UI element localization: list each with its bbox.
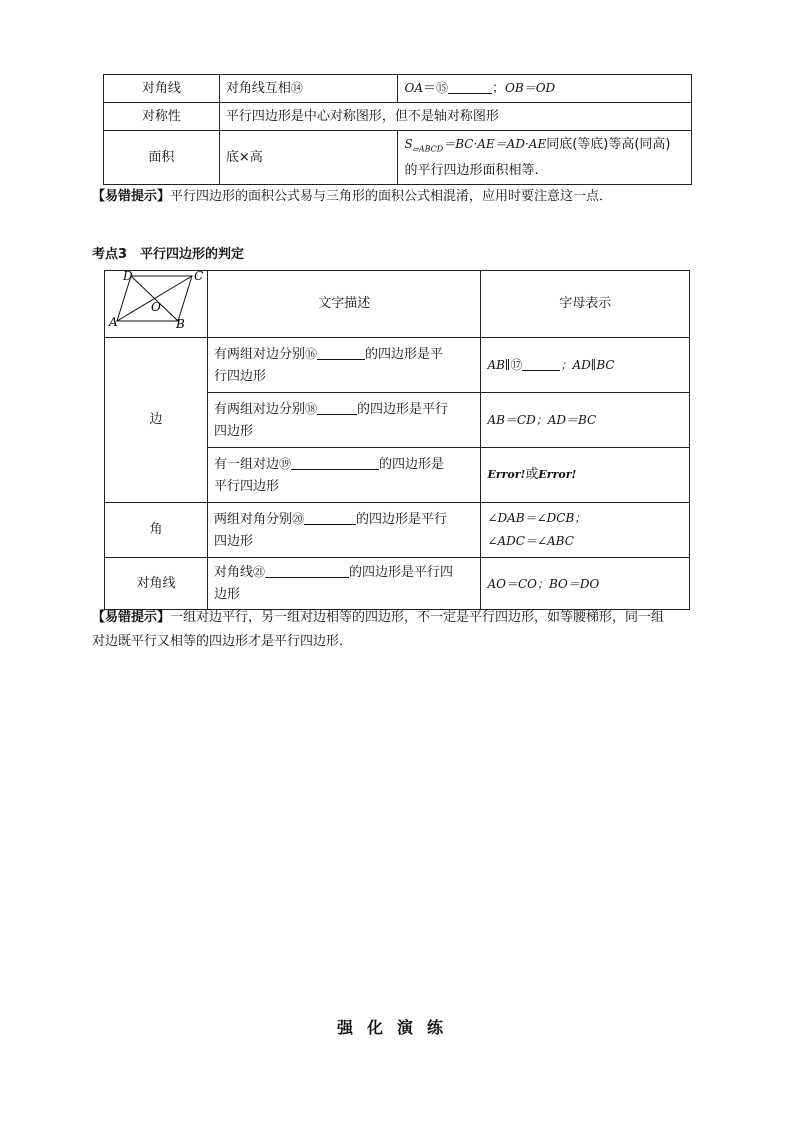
answer-blank-19[interactable] bbox=[291, 456, 379, 470]
answer-blank-16[interactable] bbox=[317, 346, 365, 360]
symmetry-desc: 平行四边形是中心对称图形，但不是轴对称图形 bbox=[219, 103, 691, 131]
criterion-4-text: 两组对角分别⑳ 的四边形是平行 四边形 bbox=[207, 503, 480, 558]
category-diagonal: 对角线 bbox=[105, 558, 208, 610]
svg-text:D: D bbox=[123, 271, 133, 283]
criterion-2-letters: AB＝CD；AD＝BC bbox=[481, 393, 690, 448]
diagonal-formula: OA＝⑮ ；OB＝OD bbox=[398, 75, 692, 103]
svg-text:O: O bbox=[151, 300, 161, 314]
error-tip-criteria: 【易错提示】一组对边平行，另一组对边相等的四边形，不一定是平行四边形，如等腰梯形，同一组 对边既平行又相等的四边形才是平行四边形． bbox=[92, 610, 665, 649]
category-angle: 角 bbox=[105, 503, 208, 558]
answer-blank-17[interactable] bbox=[522, 357, 560, 371]
answer-blank-20[interactable] bbox=[304, 511, 356, 525]
answer-blank-21[interactable] bbox=[265, 564, 349, 578]
criterion-5-letters: AO＝CO；BO＝DO bbox=[481, 558, 690, 610]
criterion-3-letters: Error!或Error! bbox=[481, 448, 690, 503]
svg-text:A: A bbox=[109, 315, 118, 329]
criterion-4-letters: ∠DAB＝∠DCB； ∠ADC＝∠ABC bbox=[481, 503, 690, 558]
parallelogram-diagram bbox=[105, 271, 205, 329]
area-formula: $S_{▱ABCD}=BC\cdot AE=AD\cdot AE$同底(等底)等高(同高) 的平行四边形面积相等. bbox=[398, 131, 692, 185]
header-letters: 字母表示 bbox=[481, 271, 690, 338]
diagonal-desc: 对角线互相⑭ bbox=[219, 75, 398, 103]
svg-text:C: C bbox=[194, 271, 204, 283]
properties-table bbox=[103, 74, 692, 185]
area-desc: 底×高 bbox=[219, 131, 398, 185]
row-name-diagonal: 对角线 bbox=[104, 75, 220, 103]
svg-text:B: B bbox=[176, 317, 185, 329]
row-name-area: 面积 bbox=[104, 131, 220, 185]
error-tip-area: 【易错提示】平行四边形的面积公式易与三角形的面积公式相混淆，应用时要注意这一点． bbox=[92, 189, 613, 204]
answer-blank-18[interactable] bbox=[317, 401, 357, 415]
criterion-5-text: 对角线㉑ 的四边形是平行四 边形 bbox=[207, 558, 480, 610]
row-name-symmetry: 对称性 bbox=[104, 103, 220, 131]
section-title-criteria: 考点3 平行四边形的判定 bbox=[92, 247, 245, 262]
section-title-practice: 强化演练 bbox=[336, 1018, 457, 1037]
criterion-3-text: 有一组对边⑲ 的四边形是 平行四边形 bbox=[207, 448, 480, 503]
criterion-1-text: 有两组对边分别⑯ 的四边形是平 行四边形 bbox=[207, 338, 480, 393]
criteria-table bbox=[104, 270, 690, 610]
header-text-desc: 文字描述 bbox=[207, 271, 480, 338]
criterion-1-letters: AB∥⑰ ；AD∥BC bbox=[481, 338, 690, 393]
category-side: 边 bbox=[105, 338, 208, 503]
parallelogram-diagram-cell bbox=[105, 271, 208, 338]
answer-blank-15[interactable] bbox=[448, 80, 492, 94]
criterion-2-text: 有两组对边分别⑱ 的四边形是平行 四边形 bbox=[207, 393, 480, 448]
